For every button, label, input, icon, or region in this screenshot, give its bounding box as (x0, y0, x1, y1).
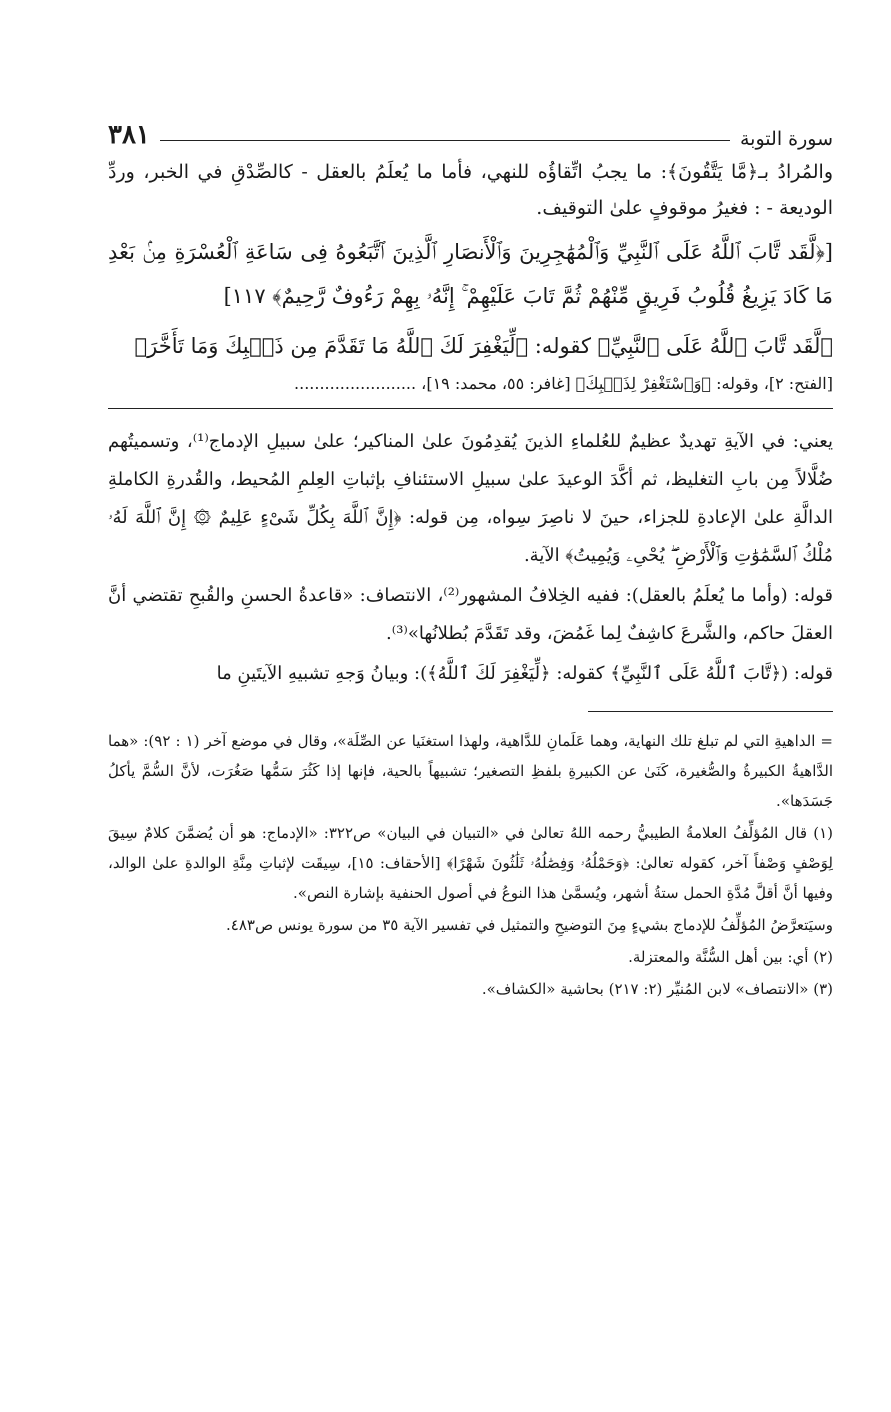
quran-verse: [﴿لَّقَد تَّابَ ٱللَّهُ عَلَى ٱلنَّبِيِّ وَٱلْمُهَٰجِرِينَ وَٱلْأَنصَارِ ٱلَّذِينَ ٱتَّبَعُوهُ فِى سَاعَةِ ٱلْعُسْرَةِ مِنۢ بَعْدِ مَا كَادَ يَزِيغُ قُلُوبُ فَرِيقٍ مِّنْهُمْ ثُمَّ تَابَ عَلَيْهِمْ ۚ إِنَّهُۥ بِهِمْ رَءُوفٌ رَّحِيمٌ﴾ ١١٧] (108, 240, 833, 308)
commentary-paragraph-3: قوله: (﴿تَّابَ ٱللَّهُ عَلَى ٱلنَّبِيِّ﴾ كقوله: ﴿لِّيَغْفِرَ لَكَ ٱللَّهُ﴾): وبيانُ وَجهِ تشبيهِ الآيتَينِ ما (216, 663, 833, 684)
verse-citation: [الفتح: ٢]، وقوله: ﴿وَٱسْتَغْفِرْ لِذَنۢبِكَ﴾ [غافر: ٥٥، محمد: ١٩]، ........................ (294, 374, 833, 393)
footnote-2: (٢) أي: بين أهل السُّنَّة والمعتزلة. (628, 948, 833, 966)
footnote-rule (588, 711, 833, 712)
section-divider (108, 408, 833, 409)
header-rule (160, 140, 730, 141)
page-number: ٣٨١ (108, 120, 150, 150)
page-header (108, 108, 833, 150)
main-text (108, 154, 833, 400)
footnote-continuation: = الداهيةِ التي لم تبلغ تلك النهاية، وهما عَلَمانِ للدَّاهية، ولهذا استغنَيا عن الصِّلَة»، وقال في موضع آخر (١ : ٩٢): «هما الدَّاهيةُ الكبيرةُ والصُّغيرة، كَنَىٰ عن الكبيرةِ بلفظِ التصغير؛ تشبيهاً بالحية، فإنها إذا كَثُرَ سَمُّها صَغُرَت، لأنَّ السُّمَّ يأكلُ جَسَدَها». (108, 732, 833, 810)
footnote-3: (٣) «الانتصاف» لابن المُنيِّر (٢: ٢١٧) بحاشية «الكشاف». (481, 980, 833, 998)
verse-explanation: ﴿لَّقَد تَّابَ ٱللَّهُ عَلَى ٱلنَّبِيِّ﴾ كقوله: ﴿لِّيَغْفِرَ لَكَ ٱللَّهُ مَا تَقَدَّمَ مِن ذَنۢبِكَ وَمَا تَأَخَّرَ﴾ (134, 334, 833, 358)
footnote-1-note: وسيَتعرَّضُ المُؤلِّفُ للإدماج بشيءٍ مِنَ التوضيحِ والتمثيل في تفسير الآية ٣٥ من سورة يونس ص٤٨٣. (225, 916, 833, 934)
page (108, 108, 833, 1004)
surah-title: سورة التوبة (740, 128, 833, 150)
footnote-1: (١) قال المُؤلِّفُ العلامةُ الطيبيُّ رحمه اللهُ تعالىٰ في «التبيان في البيان» ص٣٢٢: «الإدماج: هو أن يُضمَّنَ كلامٌ سِيقَ لِوَصْفٍ وَصْفاً آخر، كقوله تعالىٰ: ﴿وَحَمْلُهُۥ وَفِصَٰلُهُۥ ثَلَٰثُونَ شَهْرًا﴾ [الأحقاف: ١٥]، سِيقَت لإثباتِ مِنَّةِ الوالدةِ علىٰ الوالد، وفيها أنَّ أقلَّ مُدَّةِ الحمل ستةُ أشهر، ويُسمَّىٰ هذا النوعُ في أصول الحنفية بإشارة النص». (108, 824, 833, 902)
main-paragraph: والمُرادُ بـ﴿مَّا يَتَّقُونَ﴾: ما يجبُ اتِّقاؤُه للنهي، فأما ما يُعلَمُ بالعقل - كالصِّدْقِ في الخبر، وردِّ الوديعة - : فغيرُ موقوفٍ علىٰ التوقيف. (108, 161, 833, 219)
commentary-paragraph-2: قوله: (وأما ما يُعلَمُ بالعقل): ففيه الخِلافُ المشهور⁽²⁾، الانتصاف: «قاعدةُ الحسنِ والقُبحِ تقتضي أنَّ العقلَ حاكم، والشَّرعَ كاشِفٌ لِما غَمُضَ، وقد تَقَدَّمَ بُطلانُها»⁽³⁾. (108, 585, 833, 644)
footnotes (108, 726, 833, 1004)
commentary (108, 423, 833, 693)
commentary-paragraph-1: يعني: في الآيةِ تهديدٌ عظيمٌ للعُلماءِ الذينَ يُقدِمُونَ علىٰ المناكير؛ علىٰ سبيلِ الإدماج⁽¹⁾، وتسميتُهم ضُلَّالاً مِن بابِ التغليظ، ثم أكَّدَ الوعيدَ علىٰ سبيلِ الاستئنافِ بإثباتِ العِلمِ المُحيط، والقُدرةِ الكاملةِ الدالَّةِ علىٰ الإعادةِ للجزاء، حينَ لا ناصِرَ سِواه، مِن قوله: ﴿إِنَّ ٱللَّهَ بِكُلِّ شَىْءٍ عَلِيمٌ ۞ إِنَّ ٱللَّهَ لَهُۥ مُلْكُ ٱلسَّمَٰوَٰتِ وَٱلْأَرْضِ ۖ يُحْىِۦ وَيُمِيتُ﴾ الآية. (108, 431, 834, 566)
